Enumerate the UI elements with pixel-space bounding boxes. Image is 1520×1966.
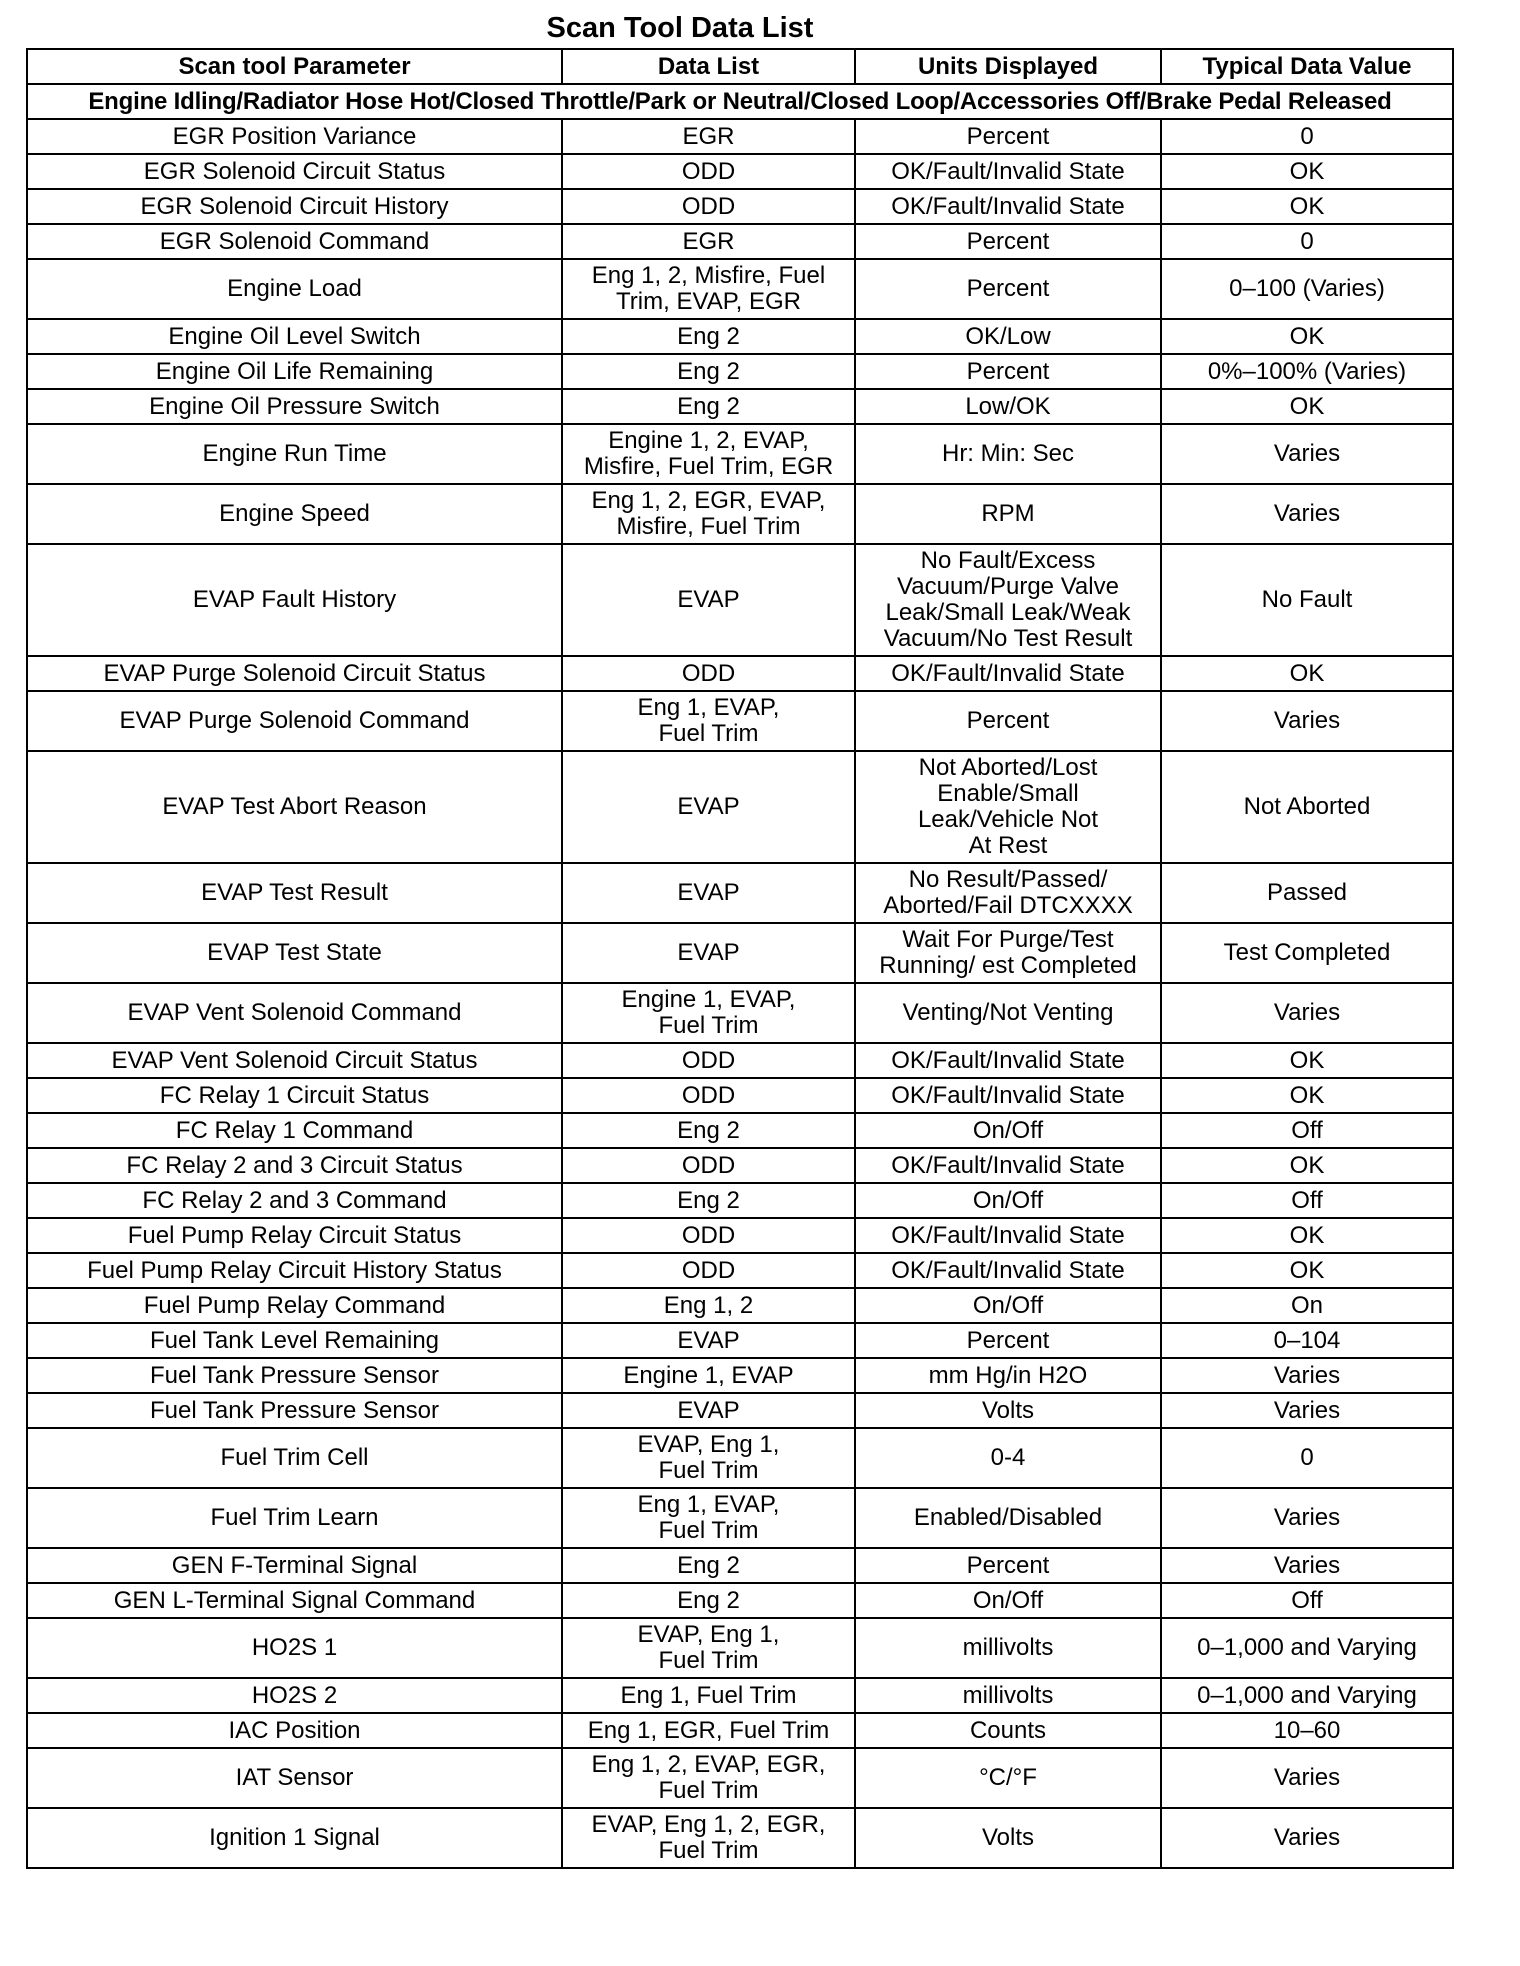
cell-units: On/Off	[855, 1288, 1161, 1323]
cell-units: Percent	[855, 259, 1161, 319]
cell-units: millivolts	[855, 1618, 1161, 1678]
cell-param: FC Relay 2 and 3 Circuit Status	[27, 1148, 562, 1183]
cell-param: EVAP Purge Solenoid Circuit Status	[27, 656, 562, 691]
cell-param: Engine Oil Life Remaining	[27, 354, 562, 389]
cell-list: Eng 1, EGR, Fuel Trim	[562, 1713, 855, 1748]
cell-value: 0	[1161, 224, 1453, 259]
cell-list: ODD	[562, 656, 855, 691]
table-row	[27, 1148, 1453, 1183]
cell-value: OK	[1161, 1148, 1453, 1183]
cell-param: EGR Solenoid Command	[27, 224, 562, 259]
cell-list: Eng 1, 2	[562, 1288, 855, 1323]
cell-units: Low/OK	[855, 389, 1161, 424]
condition-text: Engine Idling/Radiator Hose Hot/Closed Throttle/Park or Neutral/Closed Loop/Accessories Off/Brake Pedal Released	[27, 84, 1453, 119]
cell-units: millivolts	[855, 1678, 1161, 1713]
cell-param: Engine Oil Pressure Switch	[27, 389, 562, 424]
cell-value: Off	[1161, 1583, 1453, 1618]
table-row	[27, 544, 1453, 656]
cell-value: 0%–100% (Varies)	[1161, 354, 1453, 389]
cell-units: Volts	[855, 1808, 1161, 1868]
condition-row	[27, 84, 1453, 119]
cell-list: Eng 2	[562, 389, 855, 424]
cell-list: Eng 1, 2, EGR, EVAP, Misfire, Fuel Trim	[562, 484, 855, 544]
cell-list: EGR	[562, 224, 855, 259]
cell-value: Varies	[1161, 1808, 1453, 1868]
cell-value: No Fault	[1161, 544, 1453, 656]
cell-value: OK	[1161, 189, 1453, 224]
cell-list: Eng 1, Fuel Trim	[562, 1678, 855, 1713]
cell-param: Fuel Pump Relay Circuit Status	[27, 1218, 562, 1253]
cell-param: Fuel Pump Relay Circuit History Status	[27, 1253, 562, 1288]
cell-list: ODD	[562, 154, 855, 189]
cell-param: FC Relay 2 and 3 Command	[27, 1183, 562, 1218]
cell-value: OK	[1161, 1253, 1453, 1288]
table-row	[27, 1678, 1453, 1713]
cell-value: Varies	[1161, 1488, 1453, 1548]
cell-list: Eng 1, EVAP, Fuel Trim	[562, 691, 855, 751]
cell-units: Percent	[855, 1548, 1161, 1583]
table-row	[27, 863, 1453, 923]
cell-list: ODD	[562, 1043, 855, 1078]
cell-list: ODD	[562, 1078, 855, 1113]
cell-param: GEN F-Terminal Signal	[27, 1548, 562, 1583]
cell-list: Eng 2	[562, 319, 855, 354]
cell-units: Not Aborted/Lost Enable/Small Leak/Vehicle Not At Rest	[855, 751, 1161, 863]
cell-value: Varies	[1161, 1548, 1453, 1583]
table-row	[27, 1618, 1453, 1678]
cell-value: Varies	[1161, 983, 1453, 1043]
table-row	[27, 1358, 1453, 1393]
table-row	[27, 656, 1453, 691]
cell-value: Passed	[1161, 863, 1453, 923]
cell-units: Percent	[855, 1323, 1161, 1358]
table-row	[27, 389, 1453, 424]
cell-param: Engine Load	[27, 259, 562, 319]
cell-units: OK/Fault/Invalid State	[855, 154, 1161, 189]
cell-units: mm Hg/in H2O	[855, 1358, 1161, 1393]
cell-value: On	[1161, 1288, 1453, 1323]
cell-param: GEN L-Terminal Signal Command	[27, 1583, 562, 1618]
cell-units: OK/Fault/Invalid State	[855, 1043, 1161, 1078]
cell-param: Fuel Tank Level Remaining	[27, 1323, 562, 1358]
table-row	[27, 1113, 1453, 1148]
cell-units: Volts	[855, 1393, 1161, 1428]
cell-units: Counts	[855, 1713, 1161, 1748]
cell-list: Eng 1, 2, EVAP, EGR, Fuel Trim	[562, 1748, 855, 1808]
header-data-list: Data List	[562, 49, 855, 84]
cell-value: 0–100 (Varies)	[1161, 259, 1453, 319]
cell-units: No Fault/Excess Vacuum/Purge Valve Leak/Small Leak/Weak Vacuum/No Test Result	[855, 544, 1161, 656]
table-row	[27, 1323, 1453, 1358]
cell-units: OK/Fault/Invalid State	[855, 1078, 1161, 1113]
cell-units: On/Off	[855, 1113, 1161, 1148]
cell-value: OK	[1161, 656, 1453, 691]
cell-units: No Result/Passed/ Aborted/Fail DTCXXXX	[855, 863, 1161, 923]
cell-param: EVAP Test State	[27, 923, 562, 983]
cell-list: EVAP, Eng 1, Fuel Trim	[562, 1618, 855, 1678]
table-row	[27, 1218, 1453, 1253]
cell-param: EGR Solenoid Circuit History	[27, 189, 562, 224]
cell-param: EVAP Vent Solenoid Circuit Status	[27, 1043, 562, 1078]
cell-units: Percent	[855, 119, 1161, 154]
header-row	[27, 49, 1453, 84]
header-units: Units Displayed	[855, 49, 1161, 84]
cell-list: Eng 1, EVAP, Fuel Trim	[562, 1488, 855, 1548]
cell-units: OK/Fault/Invalid State	[855, 1253, 1161, 1288]
header-parameter: Scan tool Parameter	[27, 49, 562, 84]
cell-value: Not Aborted	[1161, 751, 1453, 863]
cell-param: Fuel Tank Pressure Sensor	[27, 1358, 562, 1393]
cell-value: OK	[1161, 389, 1453, 424]
cell-list: EVAP	[562, 923, 855, 983]
cell-list: Engine 1, EVAP, Fuel Trim	[562, 983, 855, 1043]
cell-list: EGR	[562, 119, 855, 154]
cell-param: EGR Position Variance	[27, 119, 562, 154]
table-row	[27, 1183, 1453, 1218]
table-row	[27, 484, 1453, 544]
cell-param: IAC Position	[27, 1713, 562, 1748]
table-row	[27, 1253, 1453, 1288]
cell-value: OK	[1161, 1218, 1453, 1253]
table-row	[27, 1583, 1453, 1618]
cell-param: Fuel Pump Relay Command	[27, 1288, 562, 1323]
cell-param: Fuel Trim Learn	[27, 1488, 562, 1548]
table-row	[27, 1548, 1453, 1583]
header-typical-value: Typical Data Value	[1161, 49, 1453, 84]
table-row	[27, 1748, 1453, 1808]
cell-value: Varies	[1161, 691, 1453, 751]
table-row	[27, 424, 1453, 484]
cell-list: Eng 1, 2, Misfire, Fuel Trim, EVAP, EGR	[562, 259, 855, 319]
cell-list: Eng 2	[562, 354, 855, 389]
table-row	[27, 691, 1453, 751]
table-row	[27, 1428, 1453, 1488]
cell-list: EVAP	[562, 544, 855, 656]
table-row	[27, 1808, 1453, 1868]
cell-param: FC Relay 1 Circuit Status	[27, 1078, 562, 1113]
cell-list: Eng 2	[562, 1113, 855, 1148]
cell-value: 0–104	[1161, 1323, 1453, 1358]
cell-list: Eng 2	[562, 1548, 855, 1583]
cell-units: OK/Fault/Invalid State	[855, 656, 1161, 691]
cell-list: Engine 1, 2, EVAP, Misfire, Fuel Trim, EGR	[562, 424, 855, 484]
table-row	[27, 1043, 1453, 1078]
cell-value: 0–1,000 and Varying	[1161, 1678, 1453, 1713]
table-row	[27, 259, 1453, 319]
table-row	[27, 1078, 1453, 1113]
table-row	[27, 1288, 1453, 1323]
cell-units: On/Off	[855, 1583, 1161, 1618]
cell-list: EVAP, Eng 1, 2, EGR, Fuel Trim	[562, 1808, 855, 1868]
cell-units: 0-4	[855, 1428, 1161, 1488]
cell-value: OK	[1161, 1078, 1453, 1113]
table-row	[27, 1488, 1453, 1548]
cell-param: EVAP Vent Solenoid Command	[27, 983, 562, 1043]
table-row	[27, 189, 1453, 224]
cell-param: HO2S 2	[27, 1678, 562, 1713]
cell-param: Engine Run Time	[27, 424, 562, 484]
cell-param: Engine Oil Level Switch	[27, 319, 562, 354]
cell-value: Varies	[1161, 1748, 1453, 1808]
cell-units: On/Off	[855, 1183, 1161, 1218]
cell-value: OK	[1161, 1043, 1453, 1078]
cell-value: Varies	[1161, 484, 1453, 544]
cell-param: EVAP Purge Solenoid Command	[27, 691, 562, 751]
cell-list: ODD	[562, 189, 855, 224]
cell-list: Engine 1, EVAP	[562, 1358, 855, 1393]
scan-tool-data-table	[26, 48, 1454, 1869]
cell-param: HO2S 1	[27, 1618, 562, 1678]
cell-param: EVAP Test Result	[27, 863, 562, 923]
table-row	[27, 1713, 1453, 1748]
cell-value: 0	[1161, 119, 1453, 154]
table-row	[27, 119, 1453, 154]
cell-list: EVAP	[562, 751, 855, 863]
table-row	[27, 1393, 1453, 1428]
cell-param: EVAP Fault History	[27, 544, 562, 656]
cell-units: Wait For Purge/Test Running/ est Completed	[855, 923, 1161, 983]
cell-value: Off	[1161, 1183, 1453, 1218]
cell-units: Hr: Min: Sec	[855, 424, 1161, 484]
table-row	[27, 751, 1453, 863]
cell-value: Varies	[1161, 1393, 1453, 1428]
cell-value: OK	[1161, 154, 1453, 189]
cell-list: EVAP	[562, 1393, 855, 1428]
cell-value: Test Completed	[1161, 923, 1453, 983]
cell-value: 0	[1161, 1428, 1453, 1488]
cell-list: Eng 2	[562, 1183, 855, 1218]
cell-units: °C/°F	[855, 1748, 1161, 1808]
cell-value: 10–60	[1161, 1713, 1453, 1748]
cell-list: Eng 2	[562, 1583, 855, 1618]
cell-units: OK/Fault/Invalid State	[855, 1148, 1161, 1183]
cell-value: Varies	[1161, 424, 1453, 484]
cell-units: Venting/Not Venting	[855, 983, 1161, 1043]
cell-units: Percent	[855, 354, 1161, 389]
table-row	[27, 923, 1453, 983]
cell-param: Fuel Tank Pressure Sensor	[27, 1393, 562, 1428]
cell-units: OK/Fault/Invalid State	[855, 189, 1161, 224]
cell-list: EVAP	[562, 1323, 855, 1358]
cell-list: ODD	[562, 1218, 855, 1253]
cell-list: ODD	[562, 1148, 855, 1183]
cell-param: Engine Speed	[27, 484, 562, 544]
table-row	[27, 224, 1453, 259]
cell-param: EVAP Test Abort Reason	[27, 751, 562, 863]
cell-value: 0–1,000 and Varying	[1161, 1618, 1453, 1678]
cell-value: Varies	[1161, 1358, 1453, 1393]
cell-units: Percent	[855, 224, 1161, 259]
cell-units: RPM	[855, 484, 1161, 544]
table-row	[27, 319, 1453, 354]
cell-param: FC Relay 1 Command	[27, 1113, 562, 1148]
table-row	[27, 354, 1453, 389]
table-row	[27, 154, 1453, 189]
cell-units: Percent	[855, 691, 1161, 751]
cell-param: EGR Solenoid Circuit Status	[27, 154, 562, 189]
cell-param: IAT Sensor	[27, 1748, 562, 1808]
cell-value: OK	[1161, 319, 1453, 354]
cell-value: Off	[1161, 1113, 1453, 1148]
page-title: Scan Tool Data List	[546, 12, 814, 44]
cell-param: Fuel Trim Cell	[27, 1428, 562, 1488]
cell-units: OK/Fault/Invalid State	[855, 1218, 1161, 1253]
cell-list: EVAP, Eng 1, Fuel Trim	[562, 1428, 855, 1488]
cell-units: OK/Low	[855, 319, 1161, 354]
cell-list: ODD	[562, 1253, 855, 1288]
cell-list: EVAP	[562, 863, 855, 923]
table-row	[27, 983, 1453, 1043]
cell-units: Enabled/Disabled	[855, 1488, 1161, 1548]
cell-param: Ignition 1 Signal	[27, 1808, 562, 1868]
